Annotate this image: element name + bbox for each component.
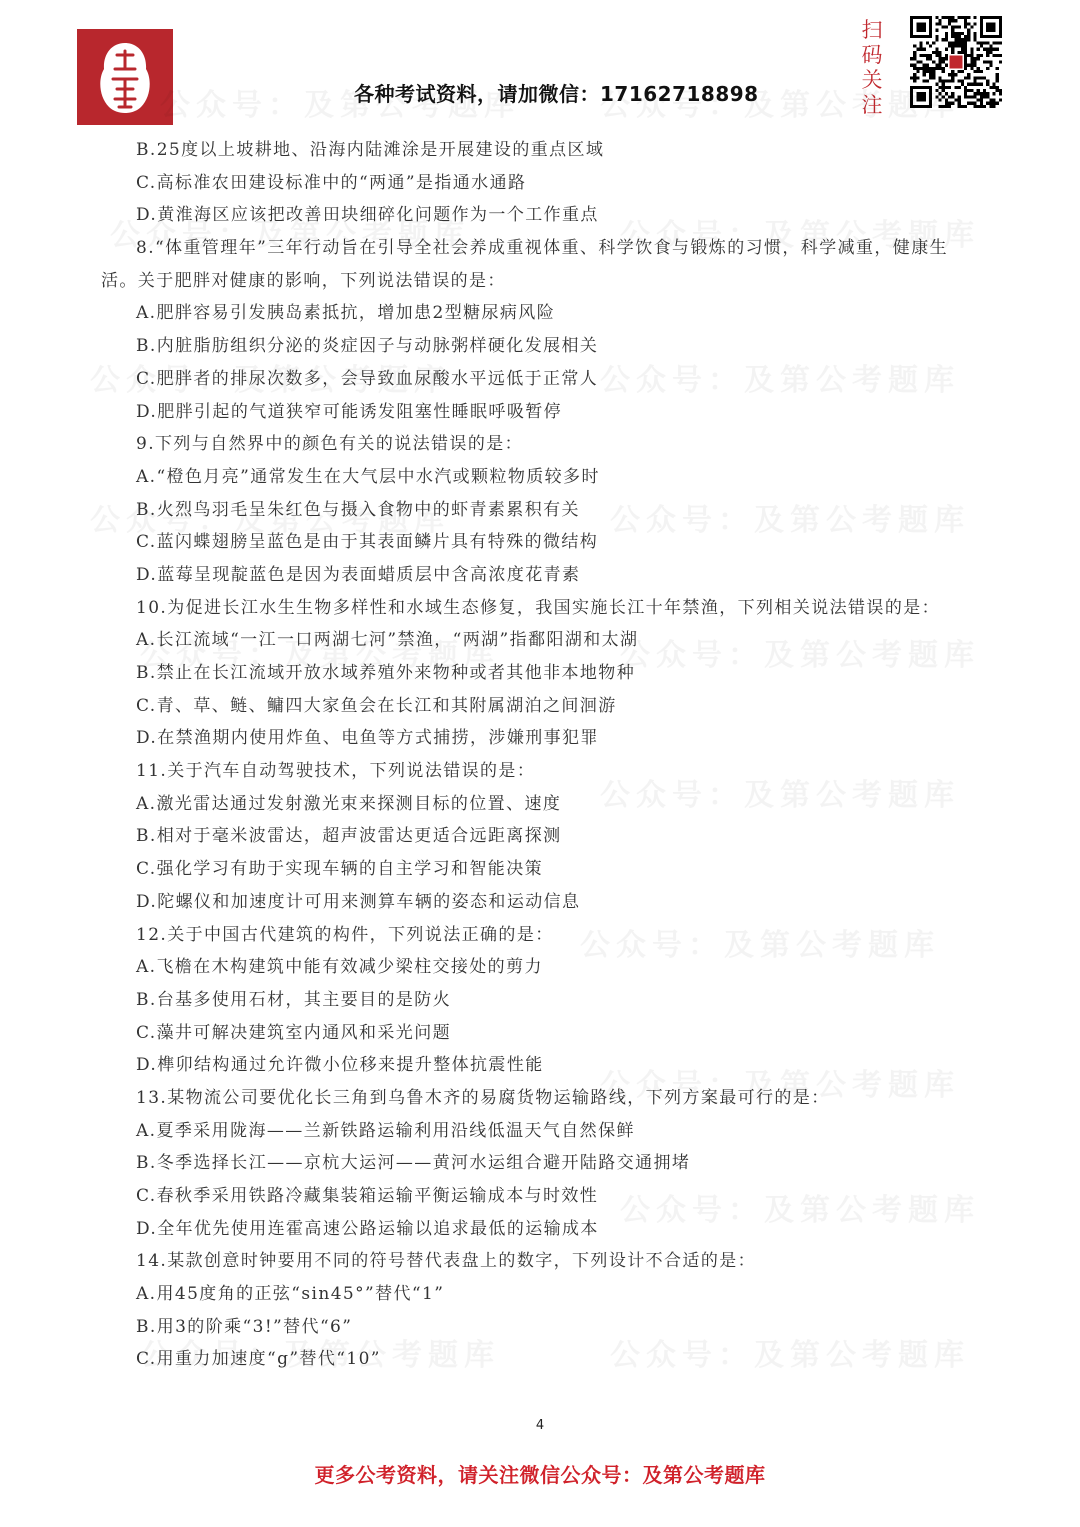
scan-label-char: 关: [861, 68, 883, 92]
answer-option: B.火烈鸟羽毛呈朱红色与摄入食物中的虾青素累积有关: [136, 499, 580, 520]
answer-option: A.长江流域“一江一口两湖七河”禁渔，“两湖”指鄱阳湖和太湖: [136, 630, 639, 651]
answer-option: D.肥胖引起的气道狭窄可能诱发阻塞性睡眠呼吸暂停: [136, 401, 563, 422]
answer-option: A.飞檐在木构建筑中能有效减少梁柱交接处的剪力: [136, 957, 543, 978]
exam-questions: [0, 134, 1080, 1376]
answer-option: C.蓝闪蝶翅膀呈蓝色是由于其表面鳞片具有特殊的微结构: [136, 532, 599, 553]
answer-option: B.内脏脂肪组织分泌的炎症因子与动脉粥样硬化发展相关: [136, 336, 599, 357]
answer-option: A.夏季采用陇海——兰新铁路运输利用沿线低温天气自然保鲜: [136, 1120, 635, 1141]
answer-option: A.用45度角的正弦“sin45°”替代“1”: [136, 1284, 445, 1305]
question-text-continued: 活。关于肥胖对健康的影响，下列说法错误的是：: [101, 270, 506, 291]
answer-option: B.相对于毫米波雷达，超声波雷达更适合远距离探测: [136, 826, 562, 847]
answer-option: C.高标准农田建设标准中的“两通”是指通水通路: [136, 172, 527, 193]
qr-code[interactable]: [910, 16, 1002, 108]
answer-option: B.25度以上坡耕地、沿海内陆滩涂是开展建设的重点区域: [136, 140, 605, 160]
answer-option: C.春秋季采用铁路冷藏集装箱运输平衡运输成本与时效性: [136, 1186, 599, 1206]
answer-option: C.藻井可解决建筑室内通风和采光问题: [136, 1022, 452, 1043]
question-text: 14.某款创意时钟要用不同的符号替代表盘上的数字，下列设计不合适的是：: [136, 1251, 757, 1272]
answer-option: A.“橙色月亮”通常发生在大气层中水汽或颗粒物质较多时: [136, 466, 600, 487]
answer-option: D.全年优先使用连霍高速公路运输以追求最低的运输成本: [136, 1218, 599, 1239]
answer-option: B.冬季选择长江——京杭大运河——黄河水运组合避开陆路交通拥堵: [136, 1153, 691, 1174]
answer-option: B.用3的阶乘“3!”替代“6”: [136, 1316, 353, 1337]
answer-option: C.青、草、鲢、鳙四大家鱼会在长江和其附属湖泊之间洄游: [136, 695, 617, 716]
question-text: 11.关于汽车自动驾驶技术，下列说法错误的是：: [136, 761, 536, 782]
answer-option: C.肥胖者的排尿次数多，会导致血尿酸水平远低于正常人: [136, 368, 599, 389]
question-text: 13.某物流公司要优化长三角到乌鲁木齐的易腐货物运输路线，下列方案最可行的是：: [136, 1087, 830, 1108]
answer-option: D.蓝莓呈现靛蓝色是因为表面蜡质层中含高浓度花青素: [136, 564, 581, 585]
page-number: 4: [535, 1418, 545, 1433]
answer-option: C.强化学习有助于实现车辆的自主学习和智能决策: [136, 859, 544, 880]
footer-promo-text: 更多公考资料，请关注微信公众号：及第公考题库: [314, 1463, 766, 1487]
header-contact-text: 各种考试资料，请加微信：17162718898: [354, 82, 759, 106]
qr-code-icon: [910, 16, 1002, 108]
logo: [77, 29, 173, 125]
answer-option: C.用重力加速度“g”替代“10”: [136, 1349, 381, 1370]
answer-option: A.肥胖容易引发胰岛素抵抗，增加患2型糖尿病风险: [136, 303, 556, 324]
answer-option: D.陀螺仪和加速度计可用来测算车辆的姿态和运动信息: [136, 891, 581, 912]
question-text: 9.下列与自然界中的颜色有关的说法错误的是：: [136, 434, 524, 455]
scan-label-char: 扫: [861, 18, 883, 42]
scan-follow-label: [860, 18, 884, 118]
seal-logo-icon: [77, 29, 173, 125]
answer-option: B.禁止在长江流域开放水域养殖外来物种或者其他非本地物种: [136, 663, 636, 683]
answer-option: D.在禁渔期内使用炸鱼、电鱼等方式捕捞，涉嫌刑事犯罪: [136, 728, 599, 749]
answer-option: A.激光雷达通过发射激光束来探测目标的位置、速度: [136, 793, 562, 814]
question-text: 8.“体重管理年”三年行动旨在引导全社会养成重视体重、科学饮食与锻炼的习惯，科学减重，健康生: [136, 238, 948, 259]
question-text: 12.关于中国古代建筑的构件，下列说法正确的是：: [136, 924, 554, 945]
answer-option: D.黄淮海区应该把改善田块细碎化问题作为一个工作重点: [136, 205, 599, 226]
scan-label-char: 注: [861, 93, 883, 117]
scan-label-char: 码: [861, 43, 883, 67]
answer-option: D.榫卯结构通过允许微小位移来提升整体抗震性能: [136, 1055, 544, 1076]
answer-option: B.台基多使用石材，其主要目的是防火: [136, 989, 452, 1010]
question-text: 10.为促进长江水生生物多样性和水域生态修复，我国实施长江十年禁渔，下列相关说法错误的是：: [136, 597, 941, 618]
